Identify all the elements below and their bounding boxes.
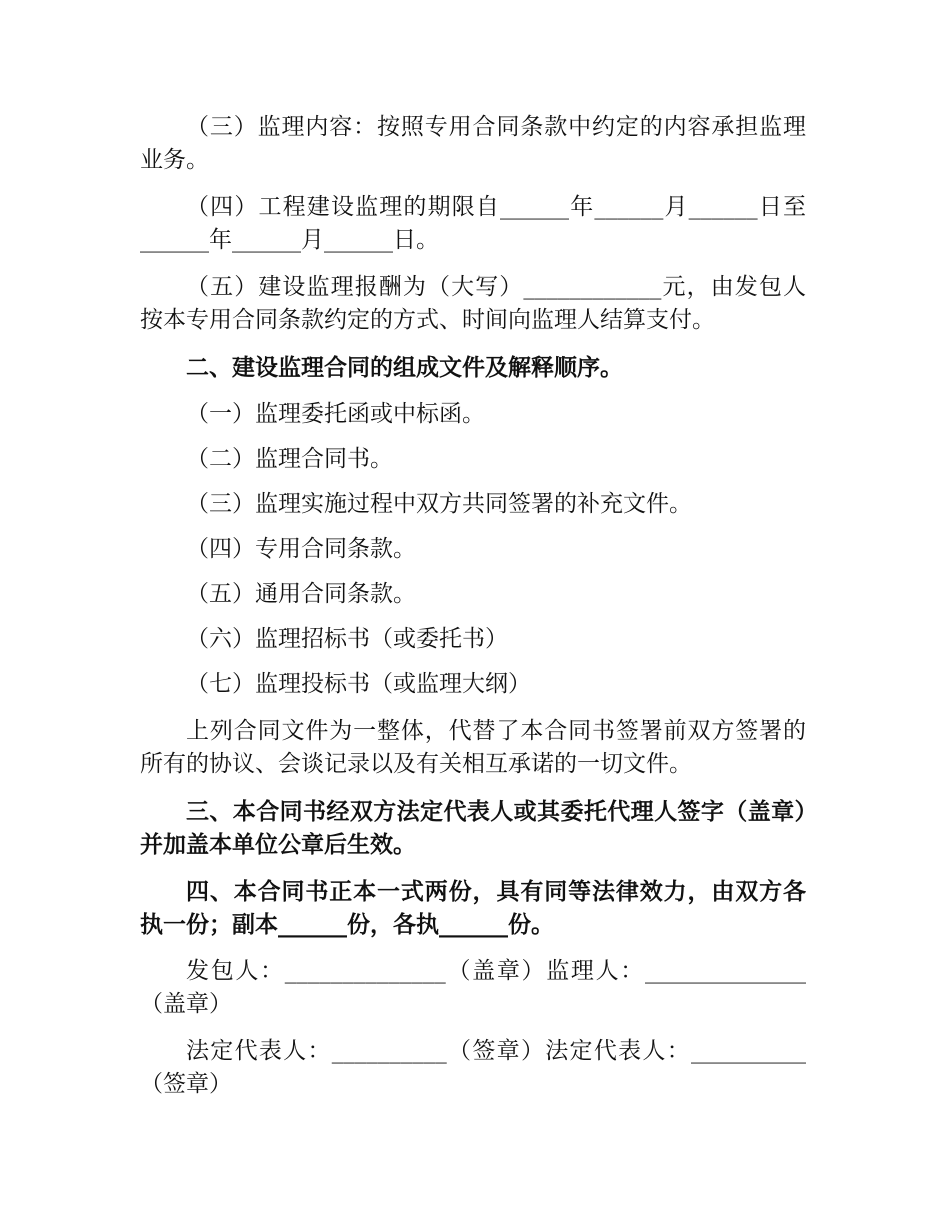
document-list-item-5: （五）通用合同条款。 [186, 581, 416, 607]
section-heading-3: 三、本合同书经双方法定代表人或其委托代理人签字（盖章）并加盖本单位公章后生效。 [140, 798, 806, 858]
signature-line-representatives: 法定代表人：__________（签章）法定代表人：__________（签章） [140, 1038, 806, 1097]
document-list-item-4: （四）专用合同条款。 [186, 536, 416, 562]
document-list-item-6: （六）监理招标书（或委托书） [186, 626, 508, 652]
clause-supervision-period: （四）工程建设监理的期限自______年______月______日至______年______月______日。 [140, 194, 806, 253]
clause-supervision-fee: （五）建设监理报酬为（大写）____________元，由发包人按本专用合同条款约定的方式、时间向监理人结算支付。 [140, 274, 806, 333]
document-list-item-2: （二）监理合同书。 [186, 446, 393, 472]
document-list-item-7: （七）监理投标书（或监理大纲） [186, 671, 531, 697]
signature-line-parties: 发包人：______________（盖章）监理人：______________（盖章） [140, 958, 806, 1017]
document-body [140, 111, 806, 1101]
document-list-item-1: （一）监理委托函或中标函。 [186, 401, 485, 427]
clause-integrity: 上列合同文件为一整体，代替了本合同书签署前双方签署的所有的协议、会谈记录以及有关相互承诺的一切文件。 [140, 718, 806, 777]
section-heading-4: 四、本合同书正本一式两份，具有同等法律效力，由双方各执一份；副本______份，各执______份。 [140, 878, 806, 938]
clause-supervision-content: （三）监理内容：按照专用合同条款中约定的内容承担监理业务。 [140, 114, 806, 173]
section-heading-2: 二、建设监理合同的组成文件及解释顺序。 [186, 354, 623, 381]
document-list-item-3: （三）监理实施过程中双方共同签署的补充文件。 [186, 491, 692, 517]
